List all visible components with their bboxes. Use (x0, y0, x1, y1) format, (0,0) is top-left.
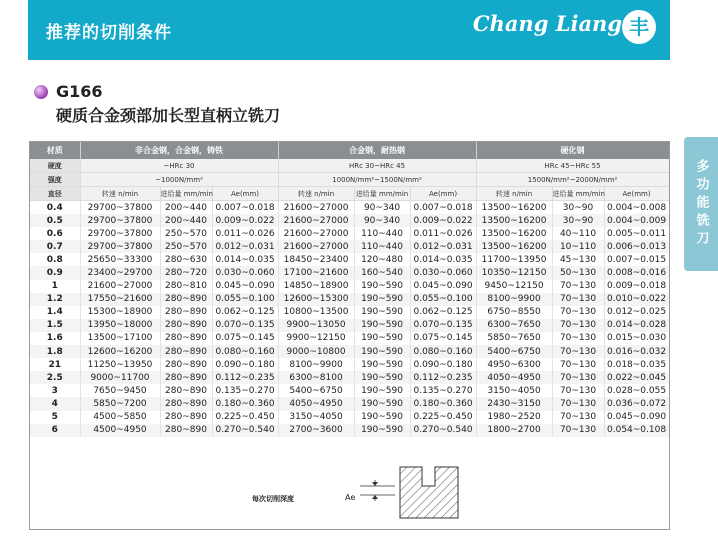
cell-diameter: 1 (30, 280, 80, 293)
cell-diameter: 1.2 (30, 293, 80, 306)
cell-speed-1: 5850~7200 (80, 397, 160, 410)
table-row (30, 424, 669, 437)
cell-speed-2: 9900~12150 (278, 332, 354, 345)
cell-feed-2: 110~440 (354, 240, 410, 253)
cell-ae-2: 0.045~0.090 (410, 280, 476, 293)
table-body (30, 201, 669, 437)
cell-speed-2: 9900~13050 (278, 319, 354, 332)
product-name: 硬质合金颈部加长型直柄立铣刀 (56, 106, 281, 125)
group-header-1: 非合金钢，合金钢，铸铁 (80, 142, 278, 159)
cell-speed-2: 9000~10800 (278, 345, 354, 358)
cell-speed-1: 15300~18900 (80, 306, 160, 319)
cell-speed-3: 13500~16200 (476, 227, 552, 240)
cell-feed-1: 280~630 (160, 253, 212, 266)
cell-speed-3: 6300~7650 (476, 319, 552, 332)
ae-header: Ae(mm) (410, 187, 476, 201)
cell-feed-1: 280~810 (160, 280, 212, 293)
cell-feed-3: 45~130 (552, 253, 604, 266)
cell-feed-2: 190~590 (354, 371, 410, 384)
cell-speed-1: 13500~17100 (80, 332, 160, 345)
cell-ae-3: 0.010~0.022 (604, 293, 669, 306)
cell-feed-2: 190~590 (354, 293, 410, 306)
cell-speed-3: 5850~7650 (476, 332, 552, 345)
cell-feed-1: 280~890 (160, 358, 212, 371)
cell-speed-1: 25650~33300 (80, 253, 160, 266)
cell-ae-1: 0.180~0.360 (212, 397, 278, 410)
cell-feed-3: 70~130 (552, 358, 604, 371)
cell-diameter: 3 (30, 384, 80, 397)
cell-speed-2: 21600~27000 (278, 227, 354, 240)
feed-header: 进给量 mm/min (160, 187, 212, 201)
cell-diameter: 1.4 (30, 306, 80, 319)
cell-speed-3: 13500~16200 (476, 240, 552, 253)
cell-feed-3: 70~130 (552, 306, 604, 319)
hardness-2: HRc 30~HRc 45 (278, 159, 476, 173)
cell-speed-3: 1980~2520 (476, 411, 552, 424)
cell-diameter: 1.8 (30, 345, 80, 358)
cell-ae-1: 0.080~0.160 (212, 345, 278, 358)
cell-speed-3: 13500~16200 (476, 201, 552, 215)
table-row (30, 332, 669, 345)
cell-ae-2: 0.135~0.270 (410, 384, 476, 397)
cell-ae-3: 0.005~0.011 (604, 227, 669, 240)
table-row (30, 253, 669, 266)
cell-ae-1: 0.007~0.018 (212, 201, 278, 215)
cell-feed-1: 280~890 (160, 411, 212, 424)
cell-ae-2: 0.070~0.135 (410, 319, 476, 332)
cell-speed-1: 17550~21600 (80, 293, 160, 306)
cell-speed-3: 5400~6750 (476, 345, 552, 358)
hardness-1: ~HRc 30 (80, 159, 278, 173)
strength-row (30, 173, 669, 187)
cutting-depth-diagram (30, 462, 669, 529)
group-header-2: 合金钢，耐热钢 (278, 142, 476, 159)
cell-feed-3: 70~130 (552, 293, 604, 306)
cell-speed-1: 11250~13950 (80, 358, 160, 371)
cell-ae-3: 0.045~0.090 (604, 411, 669, 424)
cell-ae-3: 0.009~0.018 (604, 280, 669, 293)
cell-feed-3: 70~130 (552, 332, 604, 345)
cell-feed-1: 250~570 (160, 227, 212, 240)
cell-speed-2: 21600~27000 (278, 214, 354, 227)
table-row (30, 319, 669, 332)
cell-speed-1: 29700~37800 (80, 240, 160, 253)
cell-feed-3: 30~90 (552, 201, 604, 215)
strength-2: 1000N/mm²~1500N/mm² (278, 173, 476, 187)
table-row (30, 411, 669, 424)
cell-ae-2: 0.030~0.060 (410, 266, 476, 279)
hardness-row (30, 159, 669, 173)
speed-header: 转速 n/min (278, 187, 354, 201)
cell-ae-2: 0.007~0.018 (410, 201, 476, 215)
cell-speed-2: 18450~23400 (278, 253, 354, 266)
cell-ae-3: 0.036~0.072 (604, 397, 669, 410)
cell-ae-2: 0.090~0.180 (410, 358, 476, 371)
cell-ae-3: 0.028~0.055 (604, 384, 669, 397)
cell-speed-1: 4500~4950 (80, 424, 160, 437)
cell-feed-1: 280~890 (160, 397, 212, 410)
cell-feed-2: 190~590 (354, 319, 410, 332)
cell-feed-2: 190~590 (354, 411, 410, 424)
ae-label: Ae (345, 493, 356, 502)
cell-feed-1: 250~570 (160, 240, 212, 253)
cell-speed-3: 13500~16200 (476, 214, 552, 227)
page-header (28, 0, 670, 60)
cell-ae-1: 0.270~0.540 (212, 424, 278, 437)
speed-header: 转速 n/min (80, 187, 160, 201)
cell-feed-3: 30~90 (552, 214, 604, 227)
table-row (30, 358, 669, 371)
cell-ae-3: 0.004~0.009 (604, 214, 669, 227)
cell-speed-2: 8100~9900 (278, 358, 354, 371)
cell-feed-2: 90~340 (354, 214, 410, 227)
cell-speed-3: 9450~12150 (476, 280, 552, 293)
cell-ae-2: 0.011~0.026 (410, 227, 476, 240)
cell-ae-1: 0.009~0.022 (212, 214, 278, 227)
cell-ae-2: 0.075~0.145 (410, 332, 476, 345)
cell-ae-1: 0.225~0.450 (212, 411, 278, 424)
cell-speed-2: 14850~18900 (278, 280, 354, 293)
cell-feed-1: 280~890 (160, 306, 212, 319)
cell-ae-1: 0.062~0.125 (212, 306, 278, 319)
cell-ae-3: 0.016~0.032 (604, 345, 669, 358)
table-row (30, 397, 669, 410)
cell-ae-2: 0.012~0.031 (410, 240, 476, 253)
cell-ae-3: 0.007~0.015 (604, 253, 669, 266)
cell-feed-3: 50~130 (552, 266, 604, 279)
cell-diameter: 0.8 (30, 253, 80, 266)
cell-ae-2: 0.112~0.235 (410, 371, 476, 384)
cell-ae-3: 0.015~0.030 (604, 332, 669, 345)
cell-ae-3: 0.008~0.016 (604, 266, 669, 279)
cell-speed-2: 12600~15300 (278, 293, 354, 306)
cell-feed-1: 280~890 (160, 371, 212, 384)
cell-speed-2: 3150~4050 (278, 411, 354, 424)
cell-feed-2: 120~480 (354, 253, 410, 266)
cell-ae-2: 0.014~0.035 (410, 253, 476, 266)
cell-ae-1: 0.045~0.090 (212, 280, 278, 293)
table-row (30, 266, 669, 279)
cell-feed-2: 190~590 (354, 397, 410, 410)
hardness-label: 硬度 (30, 159, 80, 173)
cell-feed-1: 280~890 (160, 424, 212, 437)
bullet-icon (34, 85, 48, 99)
cell-feed-2: 90~340 (354, 201, 410, 215)
cell-speed-3: 4050~4950 (476, 371, 552, 384)
cell-speed-2: 10800~13500 (278, 306, 354, 319)
cell-speed-3: 11700~13950 (476, 253, 552, 266)
cell-speed-2: 21600~27000 (278, 240, 354, 253)
cell-diameter: 0.6 (30, 227, 80, 240)
table-row (30, 371, 669, 384)
table-row (30, 201, 669, 215)
cell-feed-3: 70~130 (552, 280, 604, 293)
cell-speed-3: 6750~8550 (476, 306, 552, 319)
cell-ae-3: 0.054~0.108 (604, 424, 669, 437)
header-title: 推荐的切削条件 (46, 22, 172, 43)
cell-ae-1: 0.075~0.145 (212, 332, 278, 345)
column-header-row (30, 187, 669, 201)
cell-feed-3: 70~130 (552, 345, 604, 358)
cell-diameter: 4 (30, 397, 80, 410)
cell-speed-3: 3150~4050 (476, 384, 552, 397)
cell-speed-2: 21600~27000 (278, 201, 354, 215)
table-row (30, 345, 669, 358)
workpiece-diagram-icon (30, 462, 669, 529)
cell-ae-1: 0.011~0.026 (212, 227, 278, 240)
material-header: 材质 (30, 142, 80, 159)
table-row (30, 306, 669, 319)
cell-speed-3: 8100~9900 (476, 293, 552, 306)
group-header-3: 硬化钢 (476, 142, 669, 159)
cell-ae-3: 0.004~0.008 (604, 201, 669, 215)
strength-1: ~1000N/mm² (80, 173, 278, 187)
cell-feed-2: 190~590 (354, 306, 410, 319)
cell-ae-1: 0.055~0.100 (212, 293, 278, 306)
cell-speed-2: 2700~3600 (278, 424, 354, 437)
cell-ae-3: 0.022~0.045 (604, 371, 669, 384)
cell-diameter: 0.9 (30, 266, 80, 279)
cell-feed-3: 70~130 (552, 424, 604, 437)
cell-feed-3: 70~130 (552, 371, 604, 384)
cell-feed-2: 110~440 (354, 227, 410, 240)
cell-feed-2: 160~540 (354, 266, 410, 279)
brand-name: Chang Liang (472, 11, 622, 36)
cell-speed-1: 29700~37800 (80, 214, 160, 227)
feed-header: 进给量 mm/min (354, 187, 410, 201)
cell-speed-1: 23400~29700 (80, 266, 160, 279)
cell-ae-1: 0.112~0.235 (212, 371, 278, 384)
cell-feed-1: 200~440 (160, 201, 212, 215)
cell-diameter: 1.5 (30, 319, 80, 332)
cell-speed-3: 2430~3150 (476, 397, 552, 410)
speed-header: 转速 n/min (476, 187, 552, 201)
cell-diameter: 2.5 (30, 371, 80, 384)
table-row (30, 214, 669, 227)
cutting-conditions-table (29, 141, 670, 530)
cell-feed-3: 70~130 (552, 411, 604, 424)
cell-feed-1: 280~890 (160, 319, 212, 332)
table-row (30, 240, 669, 253)
cell-ae-1: 0.135~0.270 (212, 384, 278, 397)
cell-speed-1: 21600~27000 (80, 280, 160, 293)
cell-diameter: 0.5 (30, 214, 80, 227)
ae-header: Ae(mm) (212, 187, 278, 201)
cell-ae-1: 0.090~0.180 (212, 358, 278, 371)
cell-ae-3: 0.018~0.035 (604, 358, 669, 371)
group-header-row (30, 142, 669, 159)
cell-feed-2: 190~590 (354, 358, 410, 371)
cell-speed-1: 29700~37800 (80, 227, 160, 240)
cell-ae-1: 0.070~0.135 (212, 319, 278, 332)
side-tab[interactable]: 多功能铣刀 (684, 137, 718, 271)
cell-ae-1: 0.030~0.060 (212, 266, 278, 279)
table-row (30, 384, 669, 397)
cell-feed-1: 200~440 (160, 214, 212, 227)
cell-ae-3: 0.006~0.013 (604, 240, 669, 253)
cell-speed-1: 4500~5850 (80, 411, 160, 424)
cell-speed-1: 13950~18000 (80, 319, 160, 332)
cell-ae-1: 0.012~0.031 (212, 240, 278, 253)
cell-ae-1: 0.014~0.035 (212, 253, 278, 266)
cell-ae-3: 0.012~0.025 (604, 306, 669, 319)
table-row (30, 293, 669, 306)
strength-3: 1500N/mm²~2000N/mm² (476, 173, 669, 187)
cell-speed-2: 5400~6750 (278, 384, 354, 397)
cell-feed-2: 190~590 (354, 345, 410, 358)
cell-speed-3: 4950~6300 (476, 358, 552, 371)
cell-ae-2: 0.080~0.160 (410, 345, 476, 358)
diameter-label: 直径 (30, 187, 80, 201)
depth-label: 每次切削深度 (252, 495, 294, 503)
cell-ae-2: 0.009~0.022 (410, 214, 476, 227)
cell-feed-1: 280~890 (160, 384, 212, 397)
cell-feed-3: 40~110 (552, 227, 604, 240)
cell-diameter: 21 (30, 358, 80, 371)
cell-ae-3: 0.014~0.028 (604, 319, 669, 332)
ae-header: Ae(mm) (604, 187, 669, 201)
cell-feed-3: 70~130 (552, 397, 604, 410)
strength-label: 强度 (30, 173, 80, 187)
product-model: G166 (56, 82, 103, 101)
cell-feed-3: 70~130 (552, 319, 604, 332)
cell-feed-1: 280~890 (160, 293, 212, 306)
cell-feed-2: 190~590 (354, 280, 410, 293)
cell-diameter: 0.4 (30, 201, 80, 215)
cell-ae-2: 0.055~0.100 (410, 293, 476, 306)
cell-speed-2: 6300~8100 (278, 371, 354, 384)
cell-diameter: 5 (30, 411, 80, 424)
cell-diameter: 0.7 (30, 240, 80, 253)
cell-feed-1: 280~890 (160, 345, 212, 358)
table-row (30, 280, 669, 293)
cell-diameter: 1.6 (30, 332, 80, 345)
cell-diameter: 6 (30, 424, 80, 437)
cell-speed-2: 17100~21600 (278, 266, 354, 279)
cell-ae-2: 0.062~0.125 (410, 306, 476, 319)
cell-speed-2: 4050~4950 (278, 397, 354, 410)
cell-feed-2: 190~590 (354, 384, 410, 397)
cell-feed-2: 190~590 (354, 424, 410, 437)
hardness-3: HRc 45~HRc 55 (476, 159, 669, 173)
cell-ae-2: 0.180~0.360 (410, 397, 476, 410)
cell-ae-2: 0.225~0.450 (410, 411, 476, 424)
cell-speed-1: 29700~37800 (80, 201, 160, 215)
cell-feed-3: 10~110 (552, 240, 604, 253)
cell-ae-2: 0.270~0.540 (410, 424, 476, 437)
cell-speed-1: 9000~11700 (80, 371, 160, 384)
cell-feed-1: 280~720 (160, 266, 212, 279)
cell-speed-1: 12600~16200 (80, 345, 160, 358)
cell-feed-2: 190~590 (354, 332, 410, 345)
cell-feed-1: 280~890 (160, 332, 212, 345)
cell-feed-3: 70~130 (552, 384, 604, 397)
table-row (30, 227, 669, 240)
cell-speed-1: 7650~9450 (80, 384, 160, 397)
brand-logo-icon: 丰 (622, 10, 656, 44)
cell-speed-3: 1800~2700 (476, 424, 552, 437)
cell-speed-3: 10350~12150 (476, 266, 552, 279)
feed-header: 进给量 mm/min (552, 187, 604, 201)
